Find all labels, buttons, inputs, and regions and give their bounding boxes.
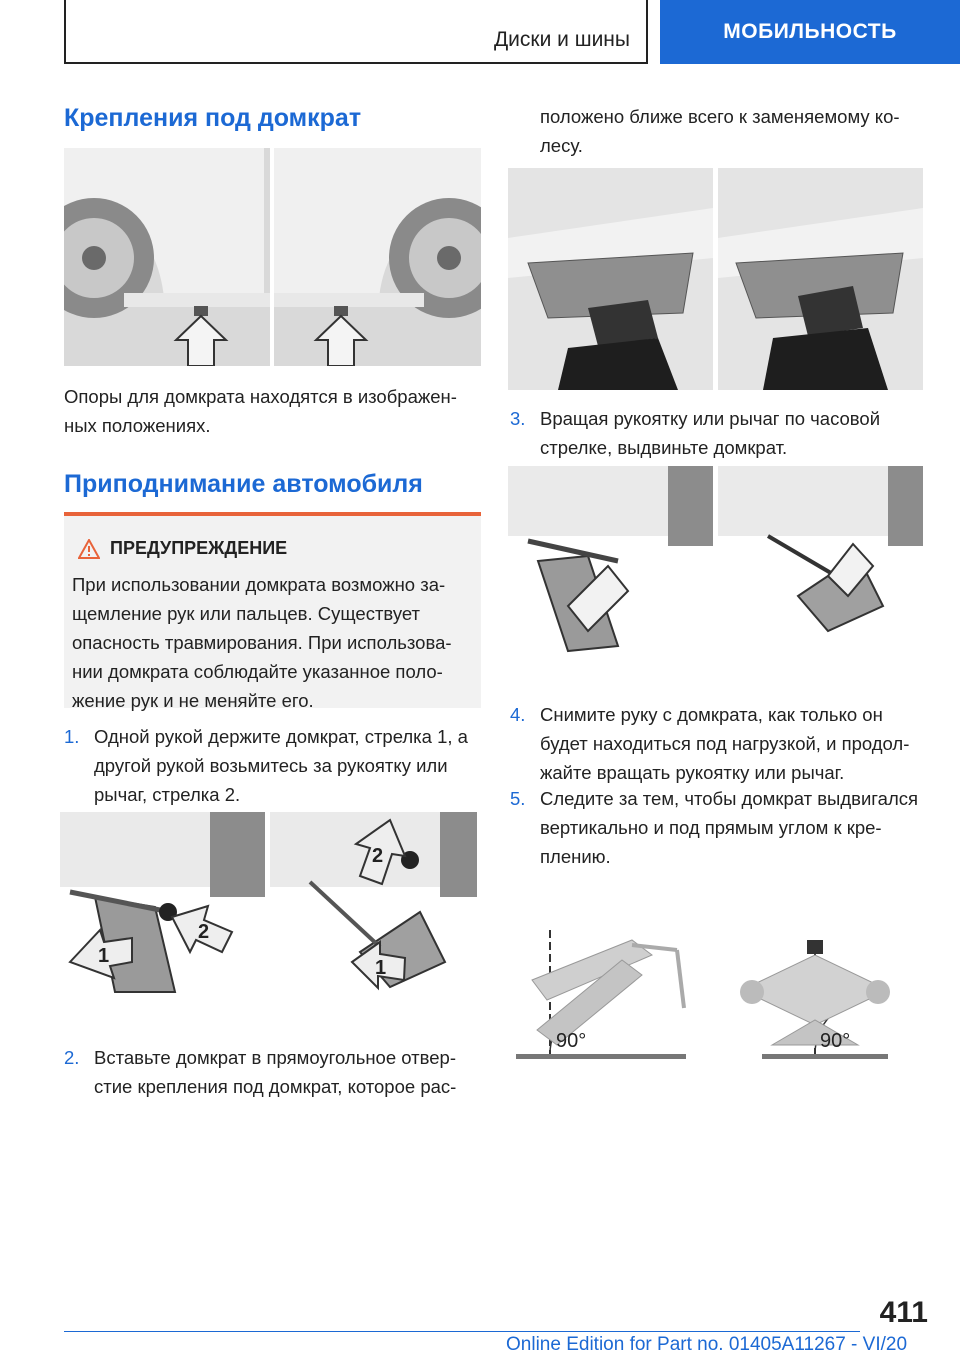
step-number: 5.: [510, 788, 526, 809]
footer-rule: [64, 1331, 860, 1332]
step-line: положено ближе всего к заменяемому ко-: [540, 106, 900, 127]
step-4: [510, 700, 930, 787]
warning-triangle-icon: [78, 539, 100, 559]
step-line: вертикально и под прямым углом к кре-: [540, 817, 882, 838]
step-line: Вращая рукоятку или рычаг по часовой: [540, 408, 881, 429]
warning-line: При использовании домкрата возможно за-: [72, 574, 446, 595]
step-line: будет находиться под нагрузкой, и продол-: [540, 733, 910, 754]
caption-line: ных положениях.: [64, 415, 211, 436]
warning-line: нии домкрата соблюдайте указанное поло-: [72, 661, 443, 682]
section-title-lifting: Приподнимание автомобиля: [64, 470, 423, 498]
step-number: 2.: [64, 1047, 80, 1068]
step-5: [510, 784, 930, 871]
figure-jack-points: [64, 148, 481, 366]
step-line: другой рукой возьмитесь за рукоятку или: [94, 755, 448, 776]
angle-label: 90°: [556, 1030, 587, 1052]
header-chapter-tab: МОБИЛЬНОСТЬ: [660, 0, 960, 64]
warning-label: ПРЕДУПРЕЖДЕНИЕ: [110, 538, 288, 558]
warning-line: опасность травмирования. При использова-: [72, 632, 452, 653]
step-3: [510, 404, 930, 462]
step-line: жайте вращать рукоятку или рычаг.: [540, 762, 845, 783]
caption-line: Опоры для домкрата находятся в изображен-: [64, 386, 457, 407]
page-number: 411: [879, 1296, 928, 1329]
angle-label: 90°: [820, 1030, 851, 1052]
arrow-label: 2: [372, 845, 384, 867]
warning-box: [64, 512, 481, 711]
step-number: 1.: [64, 726, 80, 747]
footer-edition: Online Edition for Part no. 01405A11267 - VI/20: [506, 1334, 908, 1355]
warning-line: щемление рук или пальцев. Существует: [72, 603, 421, 624]
section-title-jack-points: Крепления под домкрат: [64, 104, 362, 132]
step-line: лесу.: [540, 135, 583, 156]
warning-text: [72, 570, 477, 715]
warning-line: жение рук и не меняйте его.: [72, 690, 314, 711]
step-line: Снимите руку с домкрата, как только он: [540, 704, 883, 725]
step-2-continuation: [540, 102, 940, 160]
step-line: стрелке, выдвиньте домкрат.: [540, 437, 788, 458]
step-line: Следите за тем, чтобы домкрат выдвигался: [540, 788, 919, 809]
warning-header: [78, 538, 287, 559]
figure-hold-jack: [60, 812, 477, 1002]
step-number: 3.: [510, 408, 526, 429]
arrow-label: 1: [375, 957, 387, 979]
step-line: Одной рукой держите домкрат, стрелка 1, а: [94, 726, 468, 747]
step-line: стие крепления под домкрат, которое рас-: [94, 1076, 457, 1097]
step-number: 4.: [510, 704, 526, 725]
step-line: рычаг, стрелка 2.: [94, 784, 241, 805]
header-section-title: Диски и шины: [493, 28, 630, 51]
figure-jack-angle: [512, 920, 892, 1070]
step-line: Вставьте домкрат в прямоугольное отвер-: [94, 1047, 456, 1068]
caption-jack-points: [64, 382, 484, 440]
figure-crank-jack: [508, 466, 923, 662]
step-2: [64, 1043, 484, 1101]
step-1: [64, 722, 484, 809]
arrow-label: 2: [198, 921, 210, 943]
arrow-label: 1: [98, 945, 110, 967]
step-line: плению.: [540, 846, 611, 867]
figure-jack-insert: [508, 168, 923, 390]
